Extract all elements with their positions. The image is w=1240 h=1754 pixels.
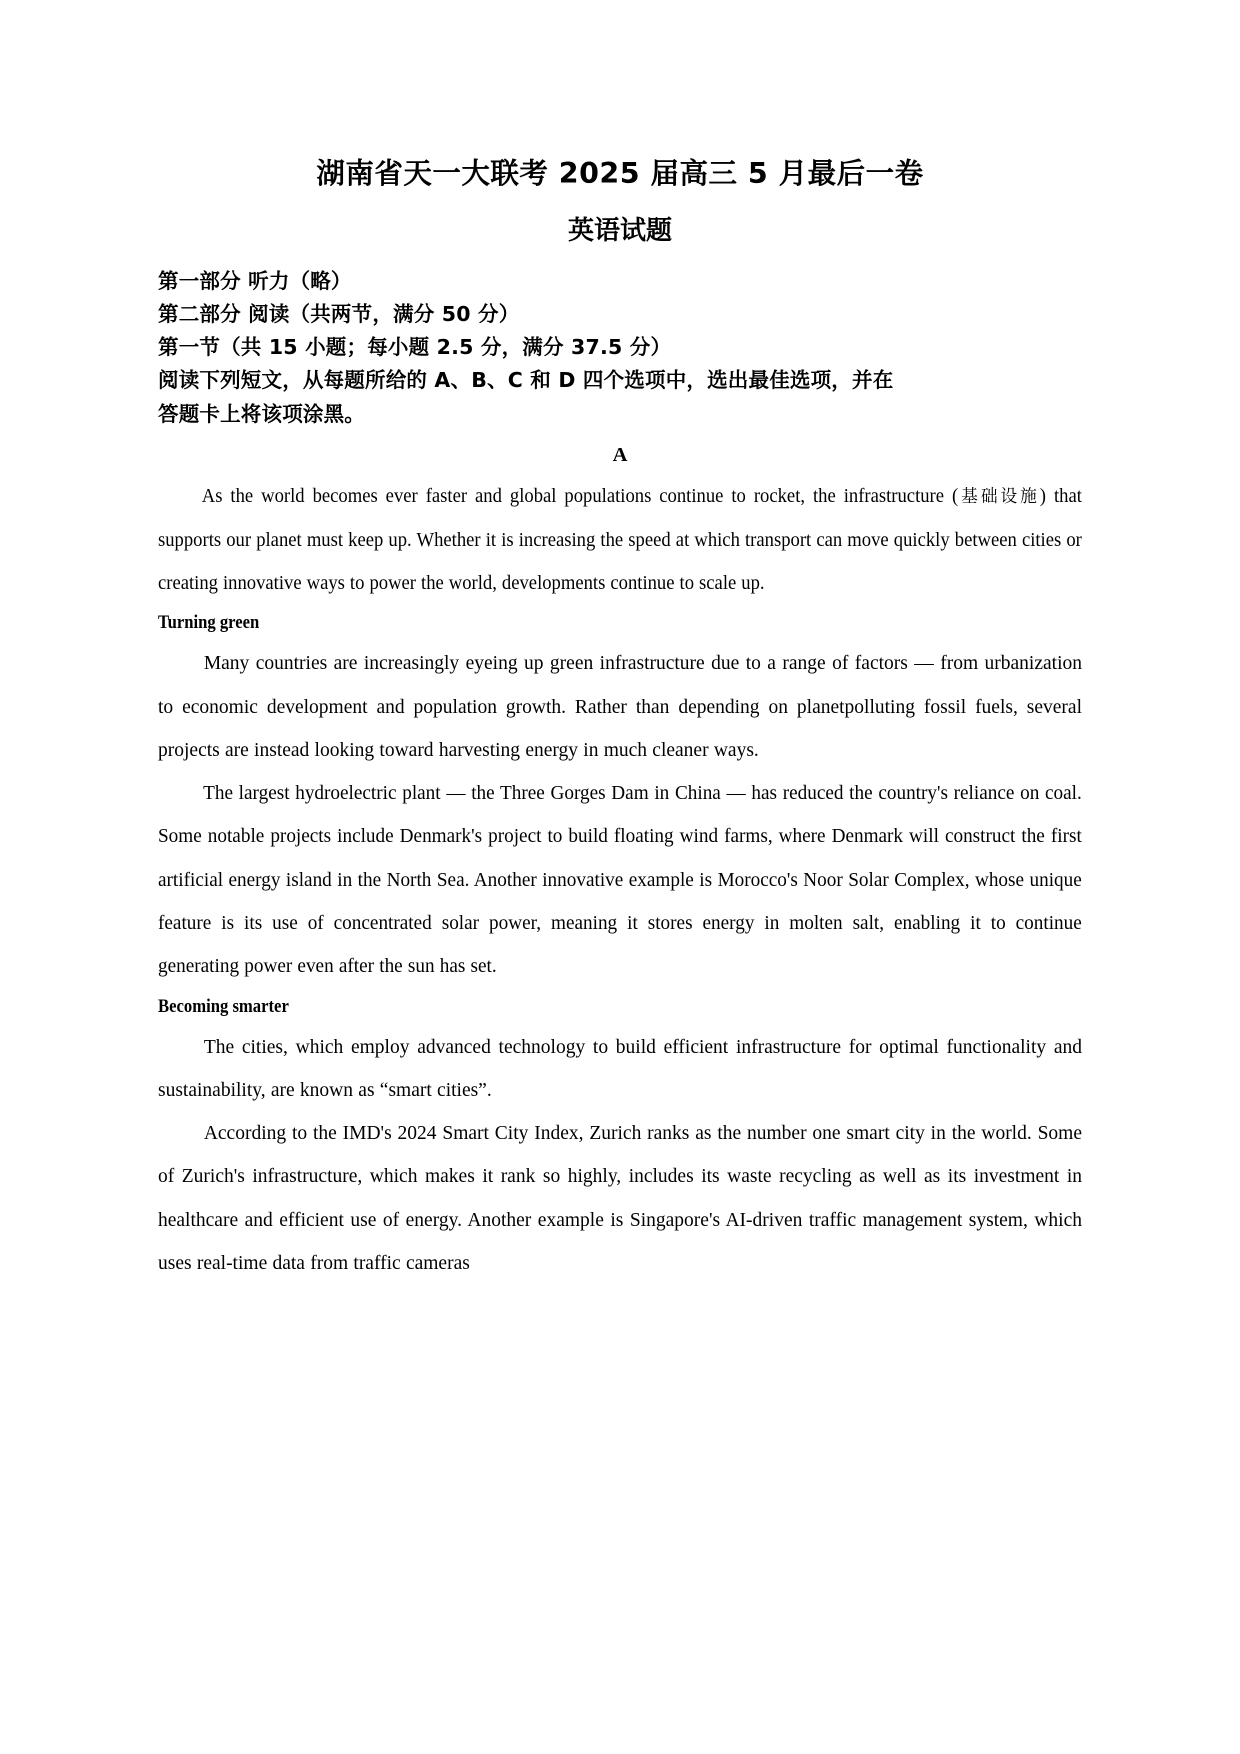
passage-paragraph-turning-green-2: The largest hydroelectric plant — the Three Gorges Dam in China — has reduced the country's reliance on coal. Some notable projects include Denmark's project to build floating wind farms, where Denmark will construct the first artificial energy island in the North Sea. Another innovative example is Morocco's Noor Solar Complex, whose unique feature is its use of concentrated solar power, meaning it stores energy in molten salt, enabling it to continue generating power even after the sun has set. <box>158 783 1082 978</box>
instruction-part-one: 第一部分 听力（略） <box>158 268 352 293</box>
page-subtitle: 英语试题 <box>567 215 672 246</box>
passage-paragraph-becoming-smarter-2: According to the IMD's 2024 Smart City Index, Zurich ranks as the number one smart city in the world. Some of Zurich's infrastructure, which makes it rank so highly, includes its waste recycling as well as its investment in healthcare and efficient use of energy. Another example is Singapore's AI-driven traffic management system, which uses real-time data from traffic cameras <box>158 1123 1082 1274</box>
page-content <box>158 135 1082 1285</box>
passage-intro-text-after-gloss: ) that supports our planet must keep up. Whether it is increasing the speed at which transport can move quickly between cities or creating innovative ways to power the world, developments continue to scale up. <box>158 486 1082 595</box>
passage-intro-text-before-gloss: As the world becomes ever faster and global populations continue to rocket, the infrastructure ( <box>201 486 959 508</box>
passage-subheading-becoming-smarter: Becoming smarter <box>158 996 289 1017</box>
passage-paragraph-becoming-smarter-1: The cities, which employ advanced technology to build efficient infrastructure for optimal functionality and sustainability, are known as “smart cities”. <box>158 1036 1082 1101</box>
passage-paragraph-turning-green-1: Many countries are increasingly eyeing up green infrastructure due to a range of factors — from urbanization to economic development and population growth. Rather than depending on planetpolluting fossil fuels, several projects are instead looking toward harvesting energy in much cleaner ways. <box>158 653 1082 761</box>
passage-subheading-turning-green: Turning green <box>158 613 260 634</box>
passage-letter-a: A <box>612 443 628 466</box>
instruction-section-one: 第一节（共 15 小题；每小题 2.5 分，满分 37.5 分） <box>158 335 672 360</box>
passage-paragraph-intro <box>158 475 1082 605</box>
page-title: 湖南省天一大联考 2025 届高三 5 月最后一卷 <box>316 157 924 190</box>
instruction-part-two: 第二部分 阅读（共两节，满分 50 分） <box>158 301 520 326</box>
instruction-directions-line-2: 答题卡上将该项涂黑。 <box>158 401 365 426</box>
passage-chinese-gloss: 基础设施 <box>958 487 1040 508</box>
instruction-directions-line-1: 阅读下列短文，从每题所给的 A、B、C 和 D 四个选项中，选出最佳选项，并在 <box>158 368 894 393</box>
